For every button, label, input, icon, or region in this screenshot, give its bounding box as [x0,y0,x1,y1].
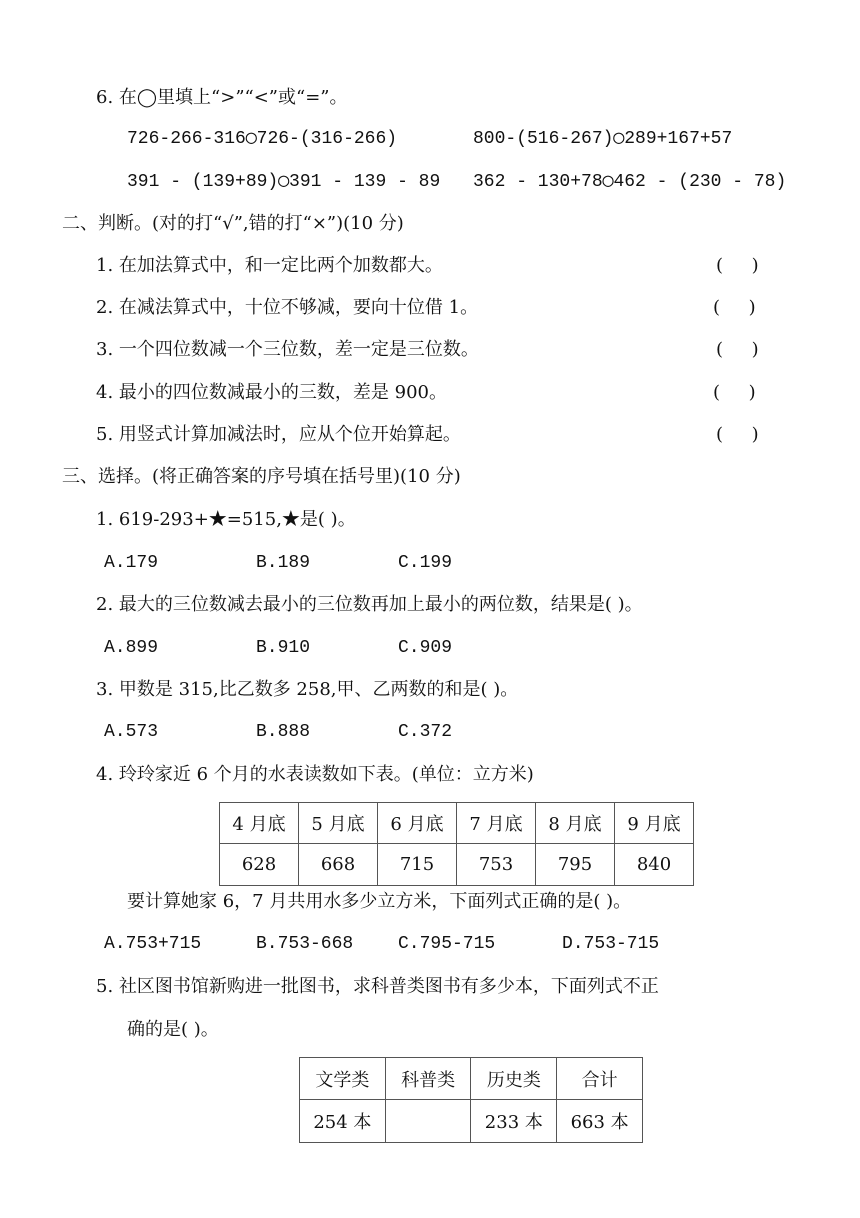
judge-item-1: 1. 在加法算式中，和一定比两个加数都大。 [96,255,443,276]
choice-q3-option-a: A.573 [104,722,159,742]
choice-q5-line1: 5. 社区图书馆新购进一批图书，求科普类图书有多少本，下面列式不正 [96,976,659,997]
judge-item-2: 2. 在减法算式中，十位不够减，要向十位借 1。 [96,297,479,318]
water-table-cell: 795 [536,844,615,886]
choice-q2-option-c: C.909 [398,638,453,658]
section3-title: 三、选择。(将正确答案的序号填在括号里)(10 分) [62,466,461,487]
book-table-cell: 254 本 [300,1100,386,1143]
book-table-header: 合计 [557,1058,643,1100]
choice-q1-option-c: C.199 [398,553,453,573]
water-table-header: 8 月底 [536,803,615,844]
water-table-header: 5 月底 [299,803,378,844]
water-table-cell: 628 [220,844,299,886]
q6-expr-4: 362 - 130+78◯462 - (230 - 78) [473,172,787,192]
water-table-header: 6 月底 [378,803,457,844]
q6-title: 6. 在◯里填上“>”“<”或“=”。 [96,87,348,108]
water-table-header: 7 月底 [457,803,536,844]
book-table-cell: 233 本 [471,1100,557,1143]
q6-expr-3: 391 - (139+89)◯391 - 139 - 89 [127,172,441,192]
book-table-header: 科普类 [385,1058,471,1100]
choice-q1: 1. 619-293+★=515,★是( )。 [96,509,356,530]
judge-item-5: 5. 用竖式计算加减法时，应从个位开始算起。 [96,424,461,445]
choice-q4-option-c: C.795-715 [398,934,496,954]
answer-paren-4[interactable]: ( ) [713,382,756,403]
choice-q1-option-b: B.189 [256,553,311,573]
choice-q3-option-b: B.888 [256,722,311,742]
answer-paren-5[interactable]: ( ) [716,424,759,445]
choice-q4-followup: 要计算她家 6，7 月共用水多少立方米，下面列式正确的是( )。 [127,891,632,912]
judge-item-4: 4. 最小的四位数减最小的三数，差是 900。 [96,382,447,403]
water-table-header: 9 月底 [615,803,694,844]
water-table-cell: 753 [457,844,536,886]
choice-q3-option-c: C.372 [398,722,453,742]
q6-expr-2: 800-(516-267)◯289+167+57 [473,129,733,149]
choice-q3: 3. 甲数是 315,比乙数多 258,甲、乙两数的和是( )。 [96,679,519,700]
answer-paren-2[interactable]: ( ) [713,297,756,318]
choice-q5-line2: 确的是( )。 [127,1019,219,1040]
choice-q4-option-a: A.753+715 [104,934,202,954]
choice-q4: 4. 玲玲家近 6 个月的水表读数如下表。(单位：立方米) [96,764,534,785]
answer-paren-3[interactable]: ( ) [716,339,759,360]
choice-q1-option-a: A.179 [104,553,159,573]
section2-title: 二、判断。(对的打“√”,错的打“×”)(10 分) [62,213,404,234]
book-table-header: 历史类 [471,1058,557,1100]
answer-paren-1[interactable]: ( ) [716,255,759,276]
book-category-table [299,1057,643,1143]
water-table-cell: 840 [615,844,694,886]
book-table-header: 文学类 [300,1058,386,1100]
choice-q2: 2. 最大的三位数减去最小的三位数再加上最小的两位数，结果是( )。 [96,594,643,615]
book-table-cell: 663 本 [557,1100,643,1143]
book-table-cell-empty [385,1100,471,1143]
choice-q4-option-d: D.753-715 [562,934,660,954]
water-table-cell: 668 [299,844,378,886]
water-table-cell: 715 [378,844,457,886]
choice-q2-option-b: B.910 [256,638,311,658]
judge-item-3: 3. 一个四位数减一个三位数，差一定是三位数。 [96,339,479,360]
choice-q2-option-a: A.899 [104,638,159,658]
water-meter-table [219,802,694,886]
water-table-header: 4 月底 [220,803,299,844]
choice-q4-option-b: B.753-668 [256,934,354,954]
q6-expr-1: 726-266-316◯726-(316-266) [127,129,398,149]
